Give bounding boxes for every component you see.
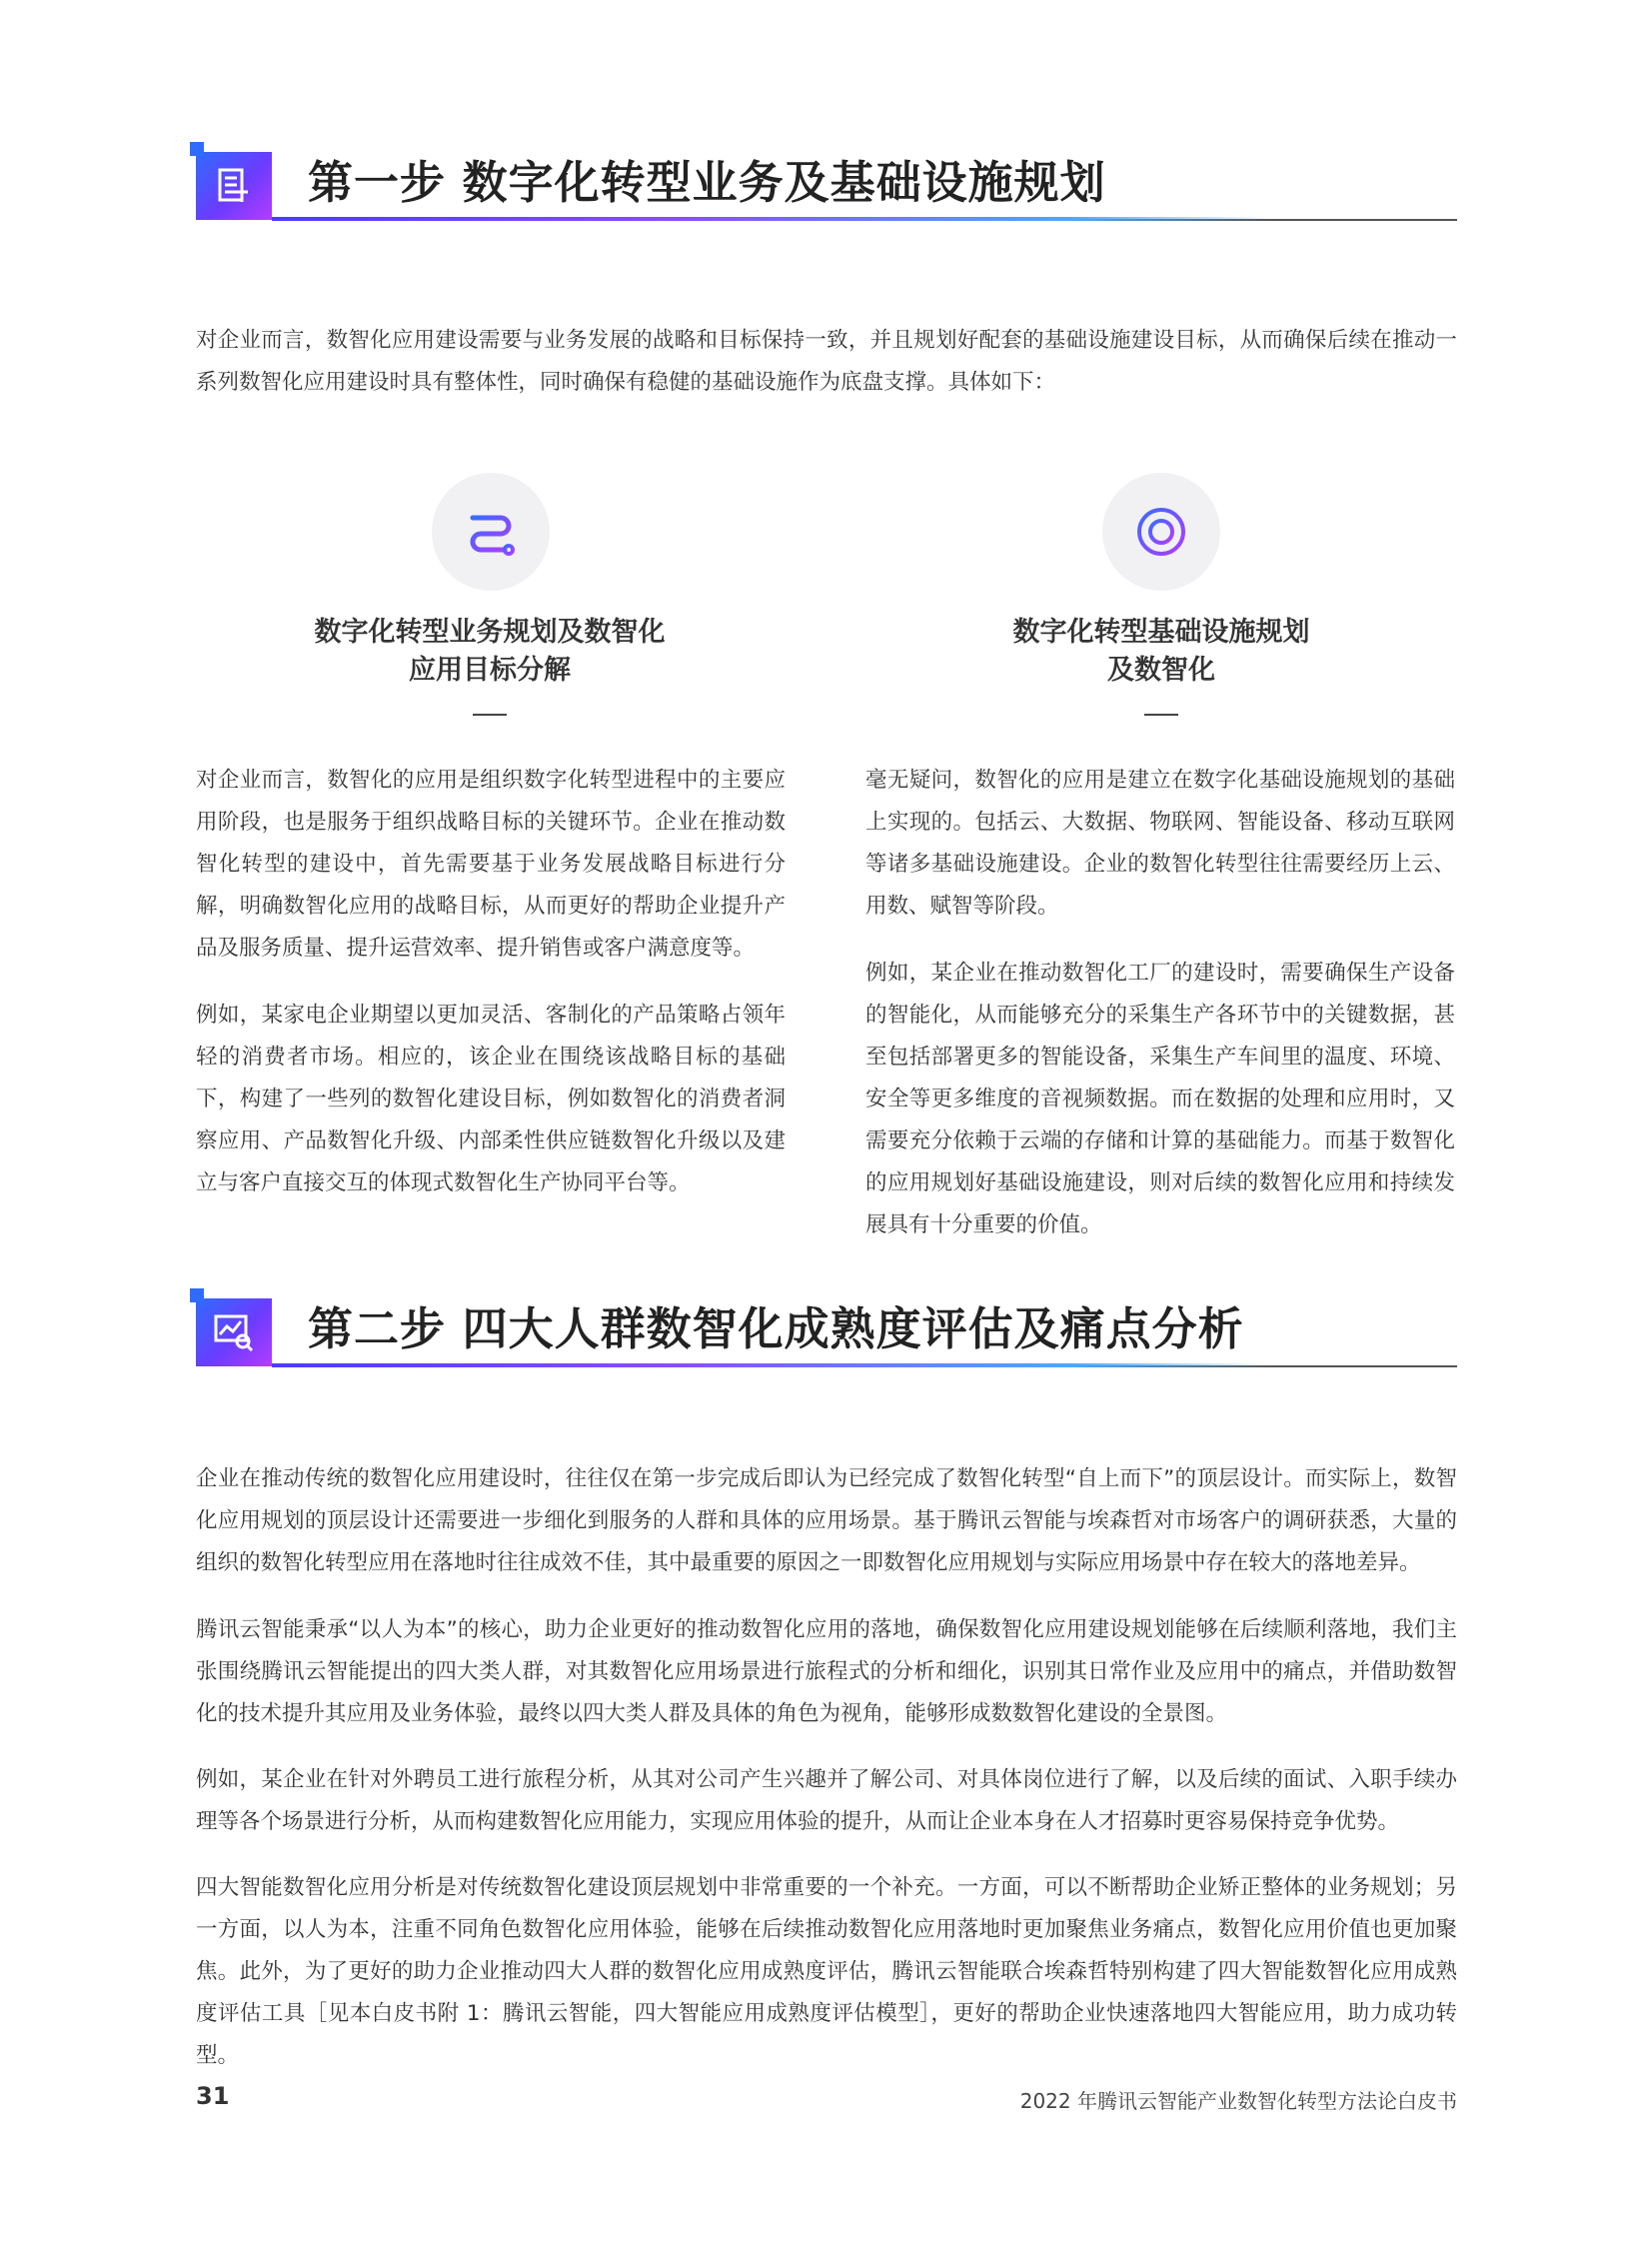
left-para-2: 例如，某家电企业期望以更加灵活、客制化的产品策略占领年轻的消费者市场。相应的，该企业在围绕该战略目标的基础下，构建了一些列的数智化建设目标，例如数智化的消费者洞察应用、产品数智化升级、内部柔性供应链数智化升级以及建立与客户直接交互的体现式数智化生产协同平台等。 bbox=[196, 1003, 786, 1195]
section1-intro: 对企业而言，数智化应用建设需要与业务发展的战略和目标保持一致，并且规划好配套的基础设施建设目标，从而确保后续在推动一系列数智化应用建设时具有整体性，同时确保有稳健的基础设施作为底盘支撑。具体如下： bbox=[196, 328, 1457, 395]
chart-magnifier-icon bbox=[196, 1298, 272, 1366]
section2-para-3: 例如，某企业在针对外聘员工进行旅程分析，从其对公司产生兴趣并了解公司、对具体岗位进行了解，以及后续的面试、入职手续办理等各个场景进行分析，从而构建数智化应用能力，实现应用体验的提升，从而让企业本身在人才招募时更容易保持竞争优势。 bbox=[196, 1767, 1457, 1834]
section2-para-4: 四大智能数智化应用分析是对传统数智化建设顶层规划中非常重要的一个补充。一方面，可以不断帮助企业矫正整体的业务规划；另一方面，以人为本，注重不同角色数智化应用体验，能够在后续推动数智化应用落地时更加聚焦业务痛点，数智化应用价值也更加聚焦。此外，为了更好的助力企业推动四大人群的数智化应用成熟度评估，腾讯云智能联合埃森哲特别构建了四大智能数智化应用成熟度评估工具［见本白皮书附 1：腾讯云智能，四大智能应用成熟度评估模型］，更好的帮助企业快速落地四大智能应用，助力成功转型。 bbox=[196, 1875, 1457, 2068]
left-dash bbox=[473, 714, 507, 716]
right-para-2: 例如，某企业在推动数智化工厂的建设时，需要确保生产设备的智能化，从而能够充分的采集生产各环节中的关键数据，甚至包括部署更多的智能设备，采集生产车间里的温度、环境、安全等更多维度的音视频数据。而在数据的处理和应用时，又需要充分依赖于云端的存储和计算的基础能力。而基于数智化的应用规划好基础设施建设，则对后续的数智化应用和持续发展具有十分重要的价值。 bbox=[865, 961, 1455, 1237]
left-subtitle bbox=[240, 614, 740, 690]
left-para-1: 对企业而言，数智化的应用是组织数字化转型进程中的主要应用阶段，也是服务于组织战略目标的关键环节。企业在推动数智化转型的建设中，首先需要基于业务发展战略目标进行分解，明确数智化应用的战略目标，从而更好的帮助企业提升产品及服务质量、提升运营效率、提升销售或客户满意度等。 bbox=[196, 768, 786, 961]
right-para-1: 毫无疑问，数智化的应用是建立在数字化基础设施规划的基础上实现的。包括云、大数据、物联网、智能设备、移动互联网等诸多基础设施建设。企业的数智化转型往往需要经历上云、用数、赋智等阶段。 bbox=[865, 768, 1455, 919]
section2-para-2: 腾讯云智能秉承“以人为本”的核心，助力企业更好的推动数智化应用的落地，确保数智化应用建设规划能够在后续顺利落地，我们主张围绕腾讯云智能提出的四大类人群，对其数智化应用场景进行旅程式的分析和细化，识别其日常作业及应用中的痛点，并借助数智化的技术提升其应用及业务体验，最终以四大类人群及具体的角色为视角，能够形成数数智化建设的全景图。 bbox=[196, 1617, 1457, 1726]
section2-header bbox=[196, 1276, 1457, 1376]
left-subtitle-line1: 数字化转型业务规划及数智化 bbox=[314, 617, 666, 648]
left-subtitle-line2: 应用目标分解 bbox=[409, 655, 571, 686]
document-icon bbox=[196, 152, 272, 220]
section1-title: 第一步 数字化转型业务及基础设施规划 bbox=[308, 156, 1106, 209]
target-icon bbox=[1102, 473, 1220, 591]
right-subtitle-line2: 及数智化 bbox=[1107, 655, 1215, 686]
footer-doc-title: 2022 年腾讯云智能产业数智化转型方法论白皮书 bbox=[1019, 2089, 1457, 2113]
section2-title: 第二步 四大人群数智化成熟度评估及痛点分析 bbox=[308, 1302, 1244, 1355]
section2-divider bbox=[272, 1365, 1457, 1367]
route-icon bbox=[432, 473, 550, 591]
section1-divider bbox=[272, 219, 1457, 221]
section2-para-1: 企业在推动传统的数智化应用建设时，往往仅在第一步完成后即认为已经完成了数智化转型“自上而下”的顶层设计。而实际上，数智化应用规划的顶层设计还需要进一步细化到服务的人群和具体的应用场景。基于腾讯云智能与埃森哲对市场客户的调研获悉，大量的组织的数智化转型应用在落地时往往成效不佳，其中最重要的原因之一即数智化应用规划与实际应用场景中存在较大的落地差异。 bbox=[196, 1466, 1457, 1575]
right-dash bbox=[1144, 714, 1178, 716]
right-subtitle-line1: 数字化转型基础设施规划 bbox=[1012, 617, 1310, 648]
right-subtitle bbox=[911, 614, 1411, 690]
page-number: 31 bbox=[196, 2082, 230, 2110]
section1-header bbox=[196, 130, 1457, 230]
